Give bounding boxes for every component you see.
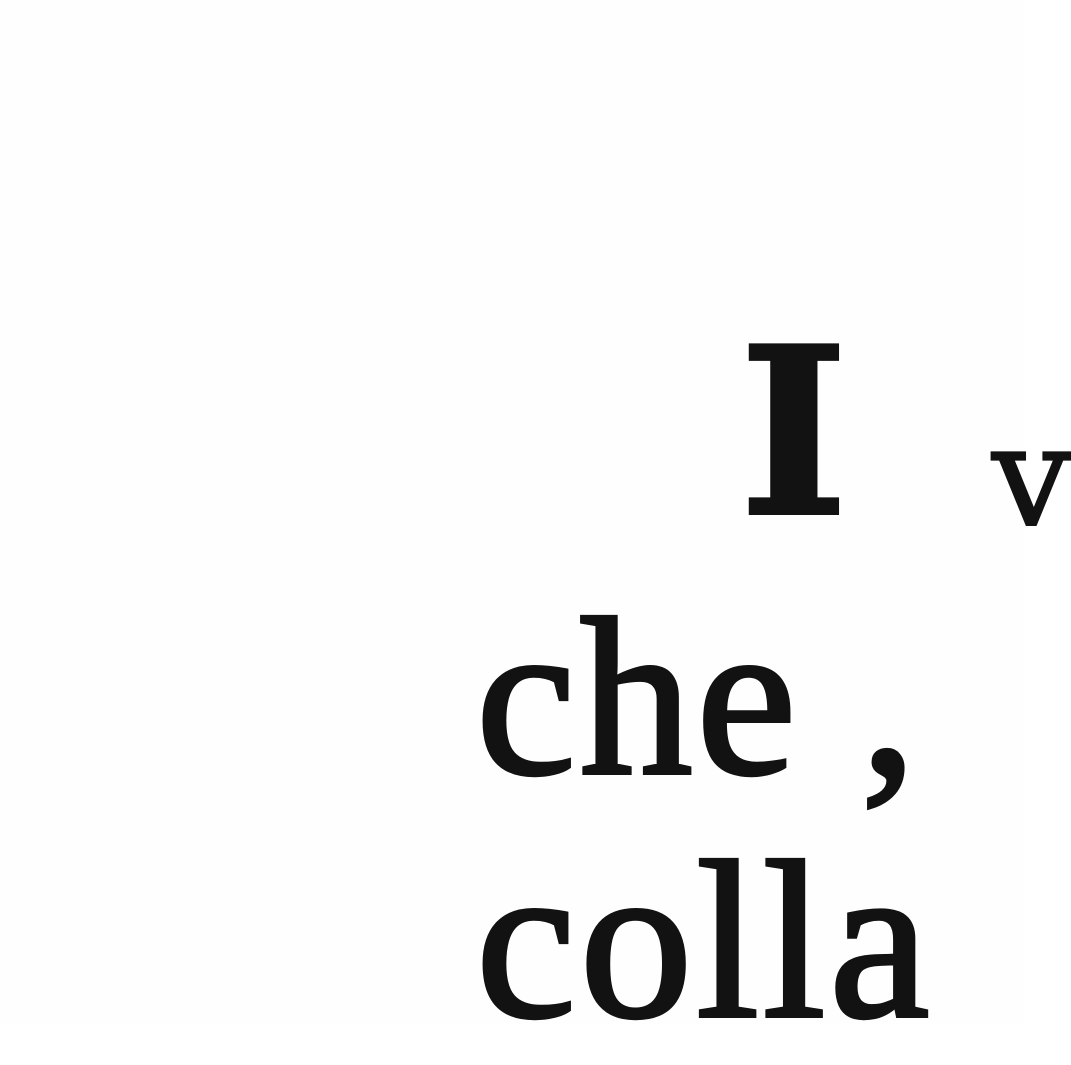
line-1-partial-word: v: [992, 396, 1071, 559]
line-1-initial: I: [740, 298, 848, 568]
line-3-text: colla: [476, 815, 934, 1065]
line-2-text: che ,: [476, 572, 921, 822]
